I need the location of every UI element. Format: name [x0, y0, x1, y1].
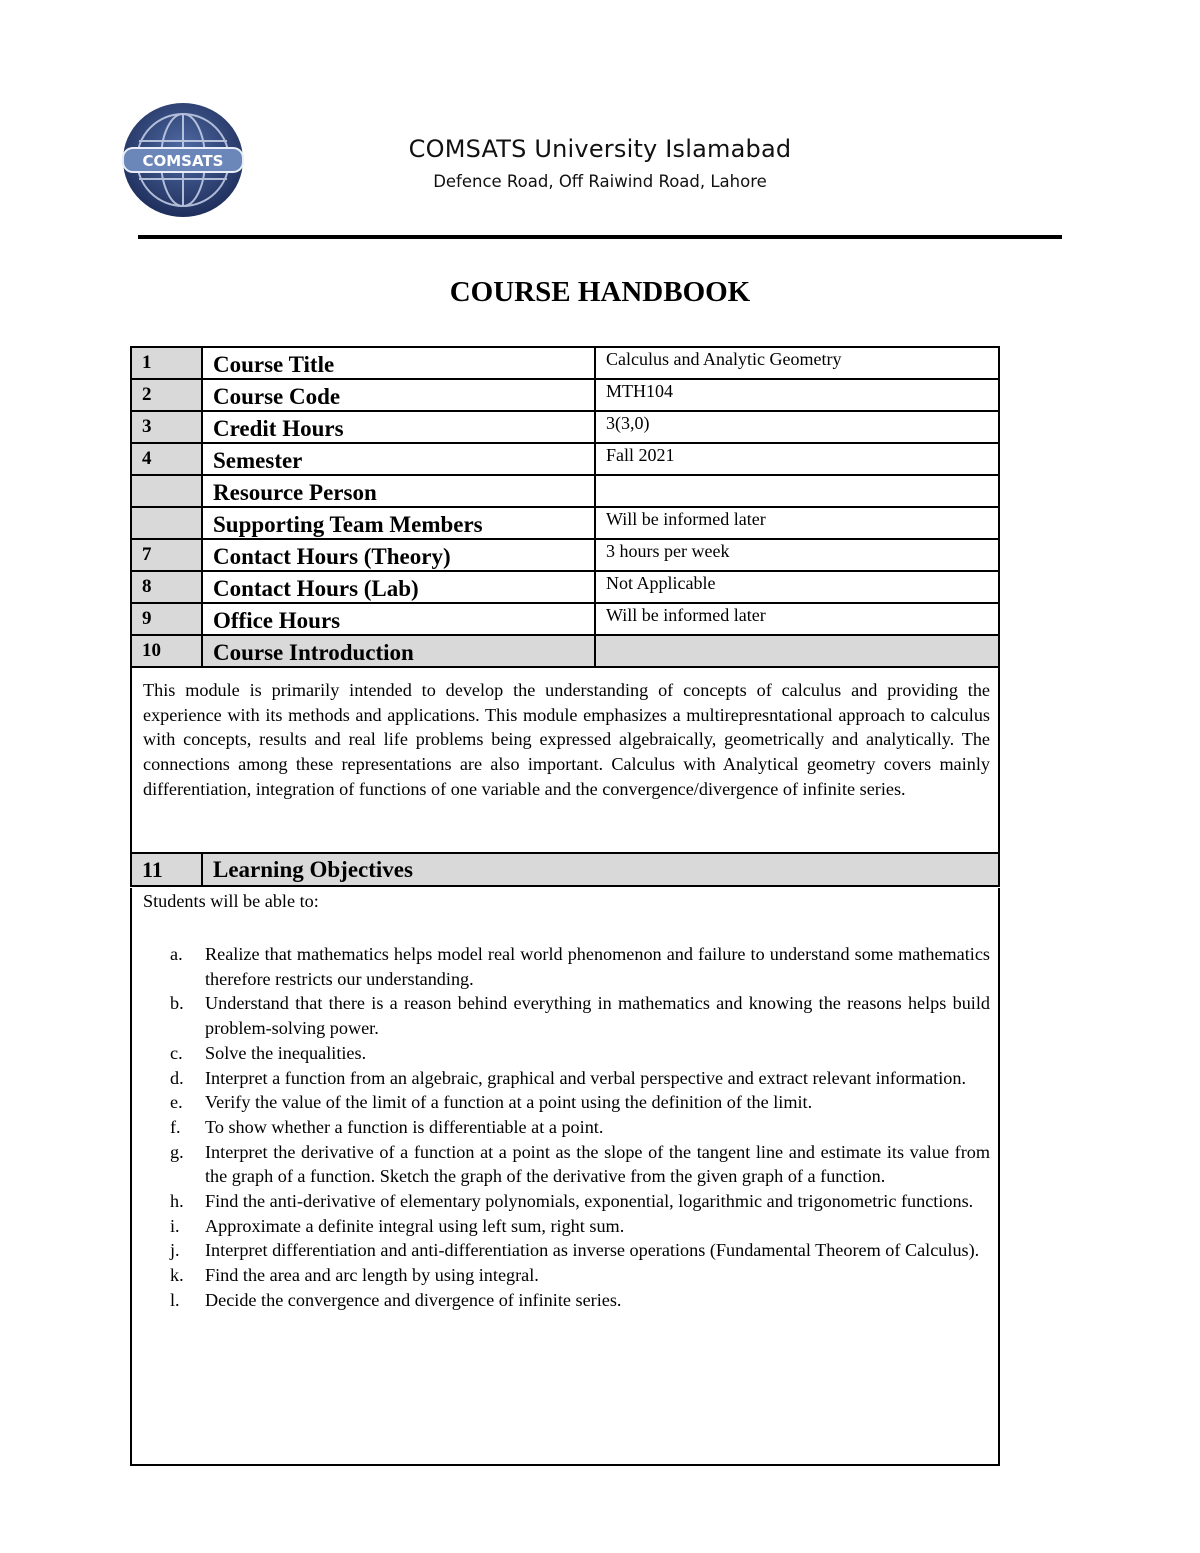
row-value: Calculus and Analytic Geometry: [595, 347, 999, 379]
item-text: Solve the inequalities.: [205, 1042, 367, 1063]
table-row: [131, 539, 999, 571]
row-number: 4: [131, 443, 202, 475]
document-title: COURSE HANDBOOK: [449, 276, 751, 308]
row-value: Will be informed later: [595, 507, 999, 539]
row-number: 8: [131, 571, 202, 603]
table-row: [131, 379, 999, 411]
row-number: 2: [131, 379, 202, 411]
list-item: [143, 1041, 990, 1066]
item-text: Realize that mathematics helps model real world phenomenon and failure to understand some mathematics therefore restricts our understanding.: [205, 944, 990, 989]
item-marker: f.: [170, 1116, 181, 1137]
item-marker: k.: [170, 1265, 184, 1286]
row-label: Credit Hours: [202, 411, 595, 443]
row-number: 9: [131, 603, 202, 635]
university-address: Defence Road, Off Raiwind Road, Lahore: [433, 172, 767, 191]
list-item: [143, 1066, 990, 1091]
table-row: [131, 411, 999, 443]
item-marker: g.: [170, 1141, 184, 1162]
row-label: Course Code: [202, 379, 595, 411]
row-value: MTH104: [595, 379, 999, 411]
row-label: Resource Person: [202, 475, 595, 507]
item-text: Find the anti-derivative of elementary polynomials, exponential, logarithmic and trigonometric functions.: [205, 1191, 974, 1212]
item-marker: b.: [170, 993, 184, 1014]
row-number: [131, 475, 202, 507]
row-number: 7: [131, 539, 202, 571]
objectives-list: [143, 942, 990, 1313]
table-row: [131, 443, 999, 475]
header-divider: [138, 235, 1062, 239]
row-number: 11: [131, 853, 202, 886]
list-item: [143, 1189, 990, 1214]
table-row: [131, 853, 999, 886]
item-marker: c.: [170, 1042, 183, 1063]
table-row: [131, 475, 999, 507]
table-row: [131, 507, 999, 539]
objectives-intro: Students will be able to:: [143, 891, 319, 911]
row-number: 1: [131, 347, 202, 379]
row-value: [595, 475, 999, 507]
item-marker: a.: [170, 944, 183, 964]
row-value: 3(3,0): [595, 411, 999, 443]
item-text: Verify the value of the limit of a function at a point using the definition of the limit.: [205, 1092, 813, 1113]
row-value: Fall 2021: [595, 443, 999, 475]
row-value: 3 hours per week: [595, 539, 999, 571]
row-value: Will be informed later: [595, 603, 999, 635]
course-introduction-box: [130, 651, 1000, 853]
item-text: Decide the convergence and divergence of infinite series.: [205, 1289, 622, 1310]
item-marker: d.: [170, 1067, 184, 1088]
row-label: Office Hours: [202, 603, 595, 635]
course-introduction-text: This module is primarily intended to develop the understanding of concepts of calculus and providing the experience with its methods and applications. This module emphasizes a multirepresntational approach to calculus with concepts, results and real life problems being expressed algebraically, geometrically and analytically. The connections among these representations are also important. Calculus with Analytical geometry covers mainly differentiation, integration of functions of one variable and the convergence/divergence of infinite series.: [143, 680, 990, 799]
row-label: Semester: [202, 443, 595, 475]
item-text: Approximate a definite integral using left sum, right sum.: [205, 1215, 625, 1236]
row-number: [131, 507, 202, 539]
list-item: [143, 1090, 990, 1115]
list-item: [143, 991, 990, 1040]
item-text: Interpret differentiation and anti-differentiation as inverse operations (Fundamental Theorem of Calculus).: [205, 1240, 980, 1261]
item-marker: e.: [170, 1092, 183, 1113]
item-text: Find the area and arc length by using integral.: [205, 1265, 539, 1286]
table-row: [131, 603, 999, 635]
row-label: Course Title: [202, 347, 595, 379]
table-row: [131, 571, 999, 603]
row-label: Contact Hours (Theory): [202, 539, 595, 571]
list-item: [143, 942, 990, 991]
item-marker: l.: [170, 1289, 180, 1310]
item-marker: j.: [170, 1240, 180, 1261]
row-label: Learning Objectives: [202, 853, 999, 886]
list-item: [143, 1115, 990, 1140]
row-label: Supporting Team Members: [202, 507, 595, 539]
list-item: [143, 1288, 990, 1313]
item-text: Understand that there is a reason behind everything in mathematics and knowing the reasons helps build problem-solving power.: [205, 993, 990, 1039]
row-value: Not Applicable: [595, 571, 999, 603]
list-item: [143, 1140, 990, 1189]
row-number: 3: [131, 411, 202, 443]
svg-text:COMSATS: COMSATS: [142, 152, 224, 170]
row-number: 10: [131, 635, 202, 667]
list-item: [143, 1214, 990, 1239]
table-row: [131, 347, 999, 379]
comsats-logo: [121, 101, 245, 219]
university-name: COMSATS University Islamabad: [408, 135, 792, 163]
list-item: [143, 1263, 990, 1288]
row-label: Course Introduction: [202, 635, 595, 667]
list-item: [143, 1238, 990, 1263]
learning-objectives-header: [130, 852, 1000, 887]
row-label: Contact Hours (Lab): [202, 571, 595, 603]
item-text: To show whether a function is differentiable at a point.: [205, 1116, 604, 1137]
course-info-table: [130, 346, 1000, 668]
learning-objectives-box: [130, 888, 1000, 1466]
item-marker: i.: [170, 1215, 180, 1236]
item-text: Interpret a function from an algebraic, graphical and verbal perspective and extract relevant information.: [205, 1067, 966, 1088]
item-text: Interpret the derivative of a function at a point as the slope of the tangent line and estimate its value from the graph of a function. Sketch the graph of the derivative from the given graph of a function.: [205, 1141, 990, 1187]
item-marker: h.: [170, 1191, 184, 1212]
